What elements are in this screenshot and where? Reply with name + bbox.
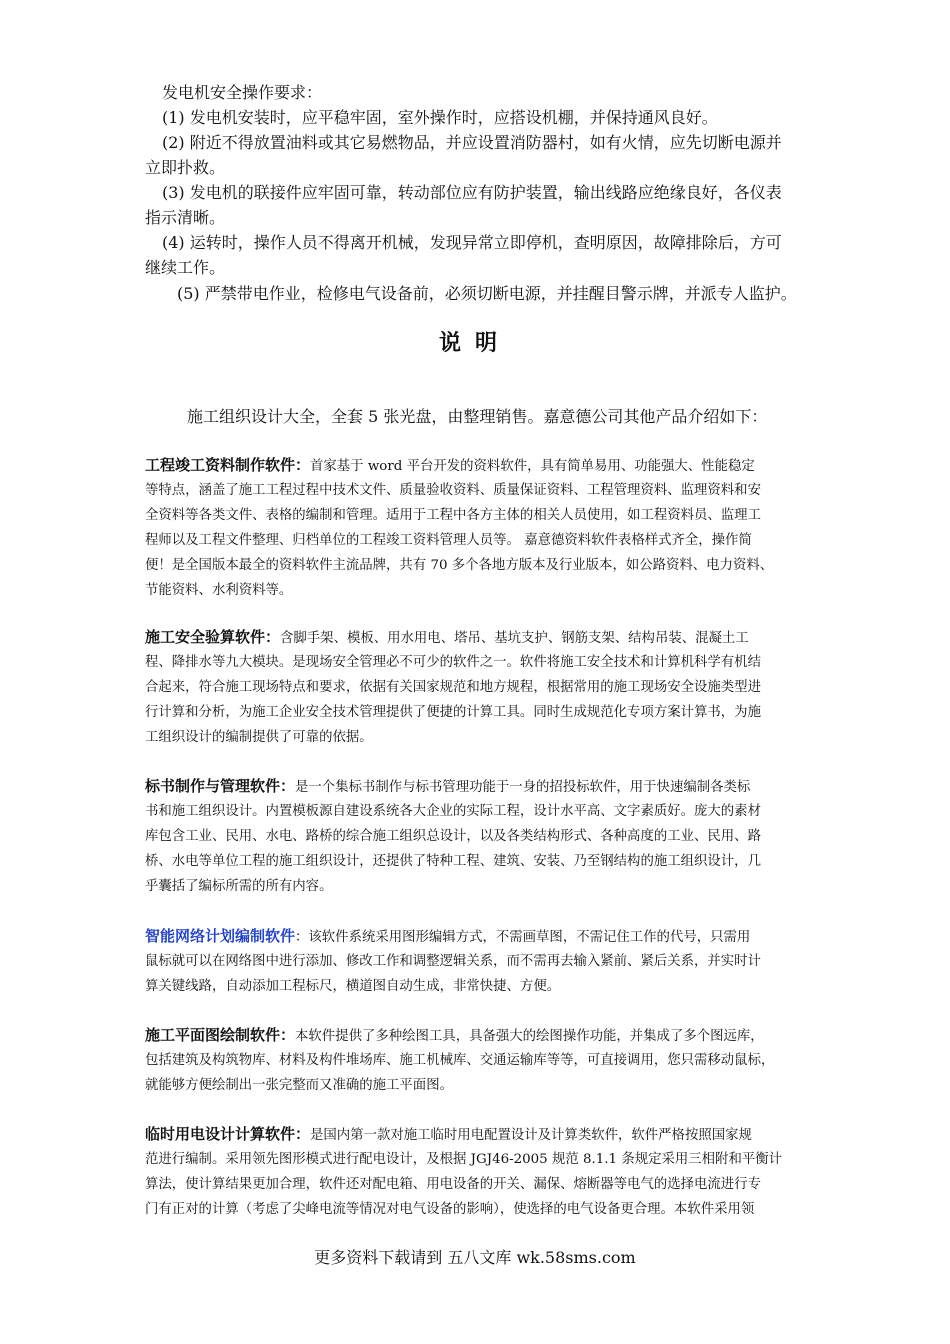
product-1-name: 工程竣工资料制作软件： [145,456,311,474]
product-6-name: 临时用电设计计算软件： [145,1125,311,1143]
product-5-line-3: 就能够方便绘制出一张完整而又准确的施工平面图。 [145,1078,453,1093]
product-2-line-1: 含脚手架、模板、用水用电、塔吊、基坑支护、钢筋支架、结构吊装、混凝土工 [280,631,749,646]
product-3-line-4: 桥、水电等单位工程的施工组织设计，还提供了特种工程、建筑、安装、乃至钢结构的施工组织设计，几 [145,854,761,869]
product-4-line-1: 该软件系统采用图形编辑方式，不需画草图，不需记住工作的代号，只需用 [308,930,751,945]
product-3-line-2: 书和施工组织设计。内置模板源自建设系统各大企业的实际工程，设计水平高、文字素质好。庞大的素材 [145,804,761,819]
product-6-line-1: 是国内第一款对施工临时用电配置设计及计算类软件，软件严格按照国家规 [310,1128,752,1143]
product-2-name: 施工安全验算软件： [145,628,281,646]
product-1-first-line [145,454,755,475]
generator-item-2-cont: 立即扑救。 [145,158,226,177]
product-3-first-line [145,775,750,796]
generator-item-5: (5) 严禁带电作业，检修电气设备前，必须切断电源，并挂醒目警示牌，并派专人监护。 [177,284,797,303]
product-3-line-1: 是一个集标书制作与标书管理功能于一身的招投标软件，用于快速编制各类标 [295,780,751,795]
product-4-name: 智能网络计划编制软件 [145,927,296,945]
product-4-line-3: 算关键线路，自动添加工程标尺，横道图自动生成，非常快捷、方便。 [145,979,561,994]
generator-item-3: (3) 发电机的联接件应牢固可靠，转动部位应有防护装置，输出线路应绝缘良好，各仪表 [162,183,782,202]
generator-item-3-cont: 指示清晰。 [145,208,226,227]
generator-item-1: (1) 发电机安装时，应平稳牢固，室外操作时，应搭设机棚，并保持通风良好。 [162,108,718,127]
product-3-line-3: 库包含工业、民用、水电、路桥的综合施工组织总设计，以及各类结构形式、各种高度的工业、民用、路 [145,829,761,844]
product-4-line-2: 鼠标就可以在网络图中进行添加、修改工作和调整逻辑关系，而不需再去输入紧前、紧后关系，并实时计 [145,954,761,969]
product-1-line-5: 便！是全国版本最全的资料软件主流品牌，共有 70 多个各地方版本及行业版本，如公路资料、电力资料、 [145,558,774,573]
product-1-line-2: 等特点，涵盖了施工工程过程中技术文件、质量验收资料、质量保证资料、工程管理资料、监理资料和安 [145,483,761,498]
product-3-line-5: 乎囊括了编标所需的所有内容。 [145,879,333,894]
generator-item-2: (2) 附近不得放置油料或其它易燃物品，并应设置消防器村，如有火情，应先切断电源并 [162,133,782,152]
product-4-name-suffix: ： [295,930,309,945]
product-5-name: 施工平面图绘制软件： [145,1026,296,1044]
product-2-line-4: 行计算和分析，为施工企业安全技术管理提供了便捷的计算工具。同时生成规范化专项方案计算书，为施 [145,705,761,720]
generator-intro: 发电机安全操作要求： [162,83,323,102]
product-2-line-5: 工组织设计的编制提供了可靠的依据。 [145,730,373,745]
section-title: 说明 [438,330,511,356]
product-2-first-line [145,626,749,647]
products-intro: 施工组织设计大全，全套 5 张光盘，由整理销售。嘉意德公司其他产品介绍如下： [187,407,768,426]
product-2-line-2: 程、降排水等九大模块。是现场安全管理必不可少的软件之一。软件将施工安全技术和计算机科学有机结 [145,655,761,670]
product-1-line-3: 全资料等各类文件、表格的编制和管理。适用于工程中各方主体的相关人员使用，如工程资料员、监理工 [145,508,761,523]
generator-item-4-cont: 继续工作。 [145,258,226,277]
product-4-first-line [145,925,750,946]
product-5-first-line [145,1024,764,1045]
product-3-name: 标书制作与管理软件： [145,777,296,795]
product-1-line-6: 节能资料、水利资料等。 [145,583,293,598]
product-6-first-line [145,1123,752,1144]
generator-item-4: (4) 运转时，操作人员不得离开机械，发现异常立即停机，查明原因，故障排除后，方可 [162,233,782,252]
product-5-line-2: 包括建筑及构筑物库、材料及构件堆场库、施工机械库、交通运输库等等，可直接调用，您只需移动鼠标， [145,1053,775,1068]
product-6-line-3: 算法，使计算结果更加合理，软件还对配电箱、用电设备的开关、漏保、熔断器等电气的选择电流进行专 [145,1177,761,1192]
product-1-line-1: 首家基于 word 平台开发的资料软件，具有简单易用、功能强大、性能稳定 [310,459,755,474]
product-6-line-2: 范进行编制。采用领先图形模式进行配电设计，及根据 JGJ46-2005 规范 8.1.1 条规定采用三相附和平衡计 [145,1152,783,1167]
product-1-line-4: 程师以及工程文件整理、归档单位的工程竣工资料管理人员等。 嘉意德资料软件表格样式齐全，操作简 [145,533,752,548]
product-6-line-4: 门有正对的计算（考虑了尖峰电流等情况对电气设备的影响），使选择的电气设备更合理。本软件采用领 [145,1202,755,1217]
page-footer: 更多资料下载请到 五八文库 wk.58sms.com [314,1248,636,1267]
product-5-line-1: 本软件提供了多种绘图工具，具备强大的绘图操作功能，并集成了多个图远库， [295,1029,764,1044]
product-2-line-3: 合起来，符合施工现场特点和要求，依据有关国家规范和地方规程，根据常用的施工现场安全设施类型进 [145,680,761,695]
